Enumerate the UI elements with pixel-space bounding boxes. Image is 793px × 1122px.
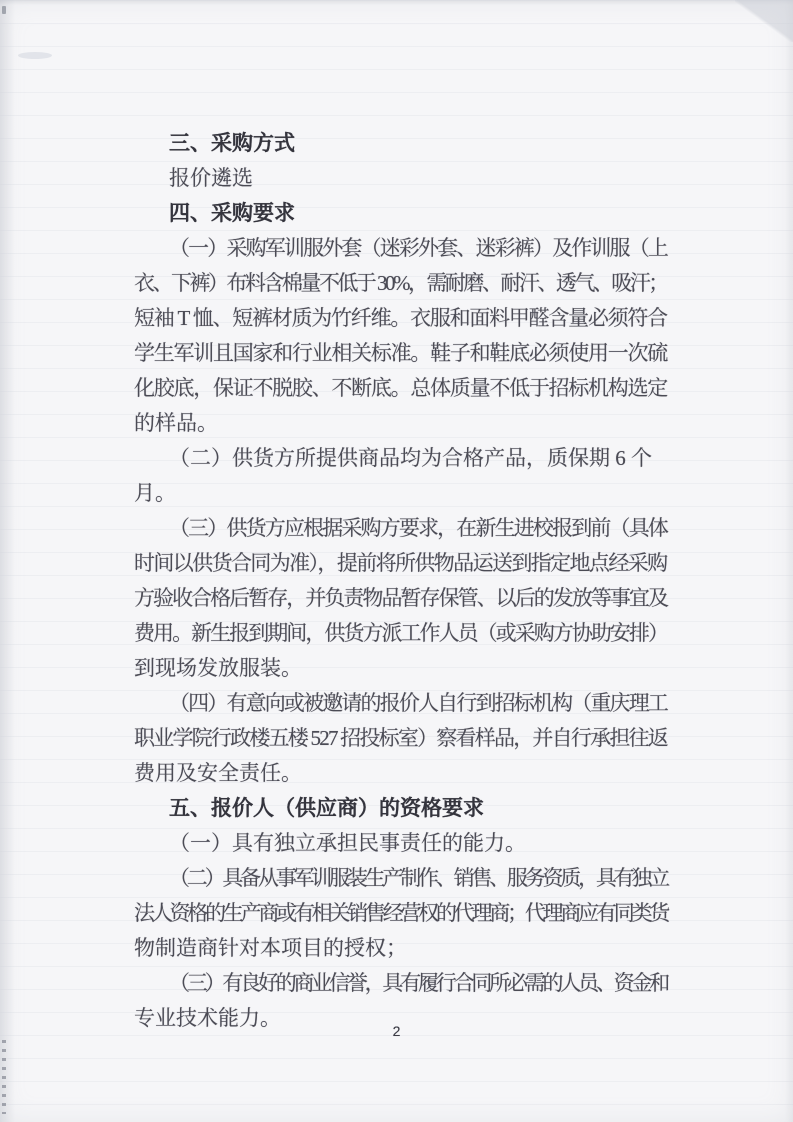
text-line: 方验收合格后暂存，并负责物品暂存保管、以后的发放等事宜及 [134, 586, 667, 610]
text-line: 学生军训且国家和行业相关标准。鞋子和鞋底必须使用一次硫 [134, 341, 667, 365]
scan-edge-marks [2, 1040, 6, 1114]
text-line: 专业技术能力。 [134, 1006, 281, 1030]
page-number: 2 [392, 1023, 401, 1039]
section-heading [134, 196, 667, 231]
text-line: 衣、下裤）布料含棉量不低于 30%，需耐磨、耐汗、透气、吸汗； [134, 271, 667, 295]
paragraph [134, 826, 667, 861]
scan-corner-fold [735, 0, 793, 42]
paragraph [134, 861, 667, 966]
text-line: 五、报价人（供应商）的资格要求 [169, 797, 484, 820]
text-line: 职业学院行政楼五楼 527 招投标室）察看样品，并自行承担往返 [134, 726, 667, 750]
text-line: （四）有意向或被邀请的报价人自行到招标机构（重庆理工 [169, 691, 667, 715]
text-line: 短袖 T 恤、短裤材质为竹纤维。衣服和面料甲醛含量必须符合 [134, 306, 667, 330]
text-line: 物制造商针对本项目的授权； [134, 936, 407, 960]
text-line: 法人资格的生产商或有相关销售经营权的代理商；代理商应有同类货 [134, 901, 667, 925]
text-line: （三）有良好的商业信誉，具有履行合同所必需的人员、资金和 [169, 971, 667, 995]
text-line: 到现场发放服装。 [134, 656, 302, 680]
text-line: 费用。新生报到期间，供货方派工作人员（或采购方协助安排） [134, 621, 667, 645]
text-line: 费用及安全责任。 [134, 761, 302, 785]
document-content [134, 126, 667, 1036]
paragraph [134, 511, 667, 686]
text-line: 的样品。 [134, 411, 218, 435]
text-line: （一）具有独立承担民事责任的能力。 [169, 831, 526, 855]
scan-speck [2, 6, 6, 14]
scan-smudge [18, 52, 52, 59]
text-line: （二）供货方所提供商品均为合格产品，质保期 6 个月。 [134, 446, 652, 505]
text-line: 四、采购要求 [169, 202, 295, 225]
text-line: （二）具备从事军训服装生产制作、销售、服务资质，具有独立 [169, 866, 667, 890]
text-line: 化胶底，保证不脱胶、不断底。总体质量不低于招标机构选定 [134, 376, 667, 400]
section-heading [134, 126, 667, 161]
text-line: 三、采购方式 [169, 132, 295, 155]
text-line: （一）采购军训服外套（迷彩外套、迷彩裤）及作训服（上 [169, 236, 667, 260]
paragraph [134, 686, 667, 791]
text-line: 报价遴选 [169, 166, 253, 190]
section-heading [134, 791, 667, 826]
text-line: （三）供货方应根据采购方要求，在新生进校报到前（具体 [169, 516, 667, 540]
paragraph [134, 441, 667, 511]
paragraph [134, 161, 667, 196]
paragraph [134, 231, 667, 441]
text-line: 时间以供货合同为准），提前将所供物品运送到指定地点经采购 [134, 551, 667, 575]
